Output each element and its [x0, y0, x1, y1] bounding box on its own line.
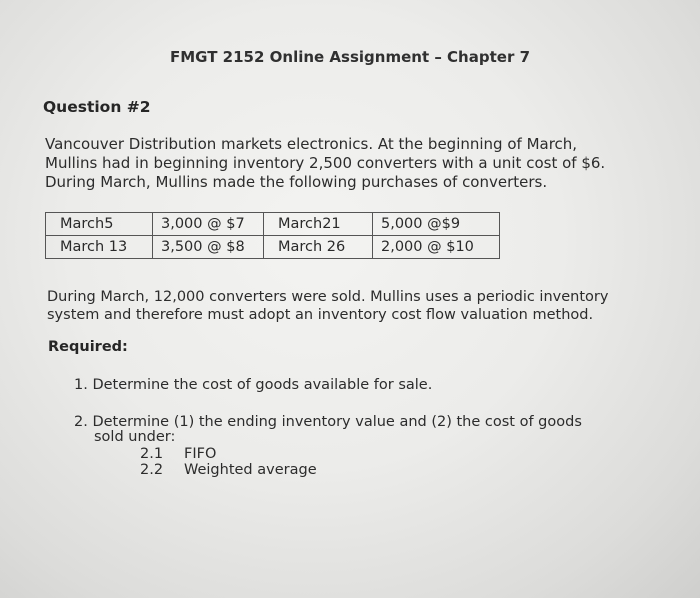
table-cell-purchase: 5,000 @$9: [373, 213, 500, 236]
requirement-1: 1. Determine the cost of goods available for sale.: [74, 377, 433, 393]
required-heading: Required:: [48, 339, 128, 355]
sub-item-number: 2.1: [140, 446, 164, 462]
sales-paragraph: [47, 288, 667, 324]
table-cell-purchase: 3,000 @ $7: [153, 213, 264, 236]
sub-item-number: 2.2: [140, 462, 164, 478]
requirement-2-line: 2. Determine (1) the ending inventory value and (2) the cost of goods: [74, 414, 582, 430]
intro-line: Vancouver Distribution markets electronics. At the beginning of March,: [45, 135, 578, 153]
table-cell-date: March 26: [264, 236, 373, 259]
sub-item-fifo: [140, 446, 216, 462]
table-cell-date: March21: [264, 213, 373, 236]
intro-line: Mullins had in beginning inventory 2,500 converters with a unit cost of $6.: [45, 154, 606, 172]
table-row: [46, 213, 500, 236]
sub-item-label: Weighted average: [184, 462, 317, 478]
table-cell-purchase: 3,500 @ $8: [153, 236, 264, 259]
sales-line: system and therefore must adopt an inventory cost flow valuation method.: [47, 307, 594, 323]
sub-item-label: FIFO: [184, 446, 217, 462]
requirement-2: [74, 415, 582, 445]
table-cell-purchase: 2,000 @ $10: [373, 236, 500, 259]
requirement-2-line: sold under:: [94, 429, 176, 445]
sub-item-weighted-average: [140, 462, 317, 478]
sales-line: During March, 12,000 converters were sold. Mullins uses a periodic inventory: [47, 289, 609, 305]
table-cell-date: March5: [46, 213, 153, 236]
page-title: FMGT 2152 Online Assignment – Chapter 7: [170, 48, 530, 66]
table-row: [46, 236, 500, 259]
intro-paragraph: [45, 135, 665, 192]
question-heading: Question #2: [43, 98, 151, 116]
purchases-table: [45, 212, 500, 259]
table-cell-date: March 13: [46, 236, 153, 259]
intro-line: During March, Mullins made the following purchases of converters.: [45, 173, 548, 191]
